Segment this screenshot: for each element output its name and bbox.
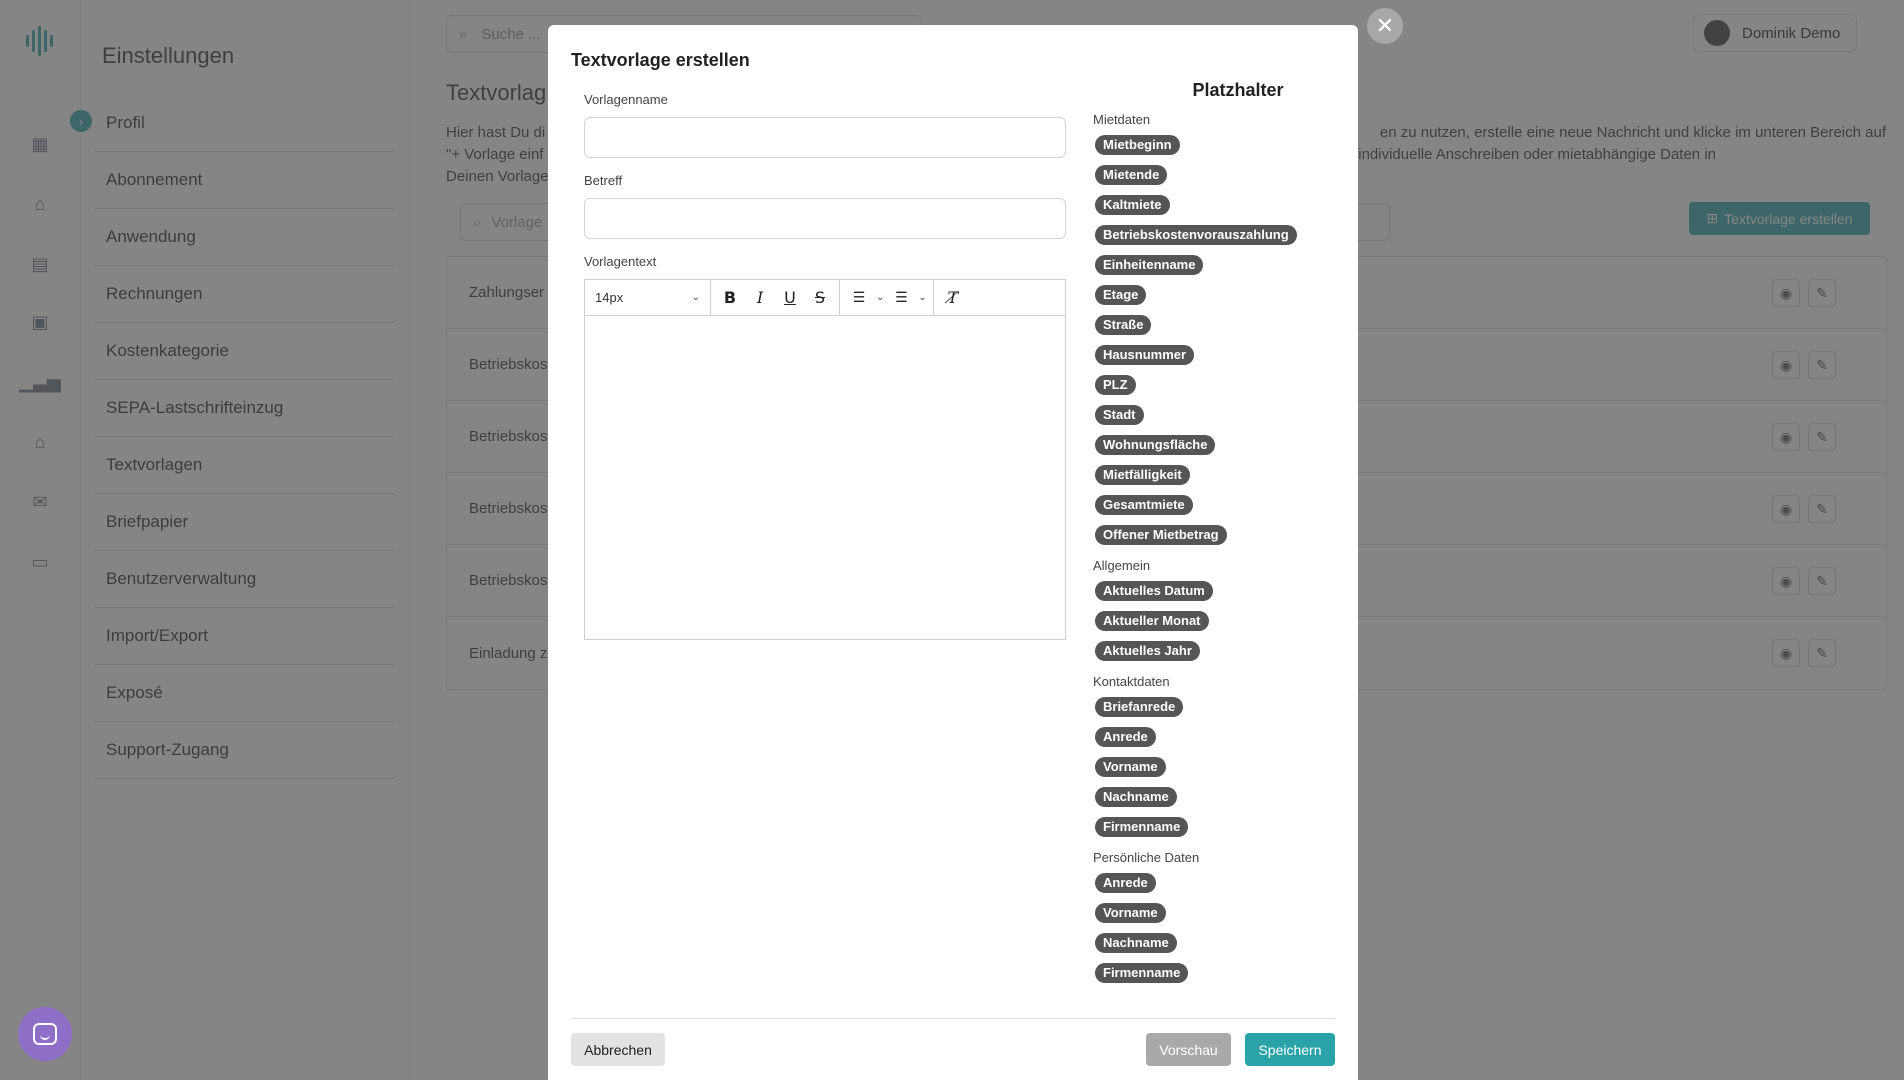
placeholder-chip[interactable]: Briefanrede — [1095, 697, 1183, 717]
placeholder-section-title: Mietdaten — [1093, 112, 1151, 127]
ordered-list-icon[interactable]: ☰ — [852, 289, 866, 306]
placeholder-chip[interactable]: Hausnummer — [1095, 345, 1194, 365]
placeholder-chip[interactable]: Mietfälligkeit — [1095, 465, 1190, 485]
chevron-down-icon[interactable]: ⌄ — [876, 292, 885, 303]
placeholder-list — [1093, 130, 1333, 550]
placeholder-chip[interactable]: Kaltmiete — [1095, 195, 1170, 215]
placeholder-chip[interactable]: Anrede — [1095, 727, 1156, 747]
chevron-down-icon[interactable]: ⌄ — [918, 292, 927, 303]
bullet-list-icon[interactable]: ☰ — [895, 289, 908, 306]
placeholder-list — [1093, 576, 1333, 666]
placeholder-chip[interactable]: Mietende — [1095, 165, 1167, 185]
placeholder-chip[interactable]: Mietbeginn — [1095, 135, 1180, 155]
placeholder-chip[interactable]: PLZ — [1095, 375, 1136, 395]
placeholder-section-title: Kontaktdaten — [1093, 674, 1170, 689]
clear-format-icon[interactable]: T̸ — [947, 288, 959, 307]
chat-launcher[interactable] — [18, 1007, 72, 1061]
placeholder-chip[interactable]: Firmenname — [1095, 963, 1188, 983]
editor-content[interactable] — [585, 316, 1065, 639]
chevron-down-icon: ⌄ — [691, 292, 700, 303]
placeholder-chip[interactable]: Offener Mietbetrag — [1095, 525, 1227, 545]
subject-label: Betreff — [584, 173, 623, 188]
placeholder-list — [1093, 692, 1333, 842]
modal-title: Textvorlage erstellen — [571, 50, 750, 70]
placeholder-chip[interactable]: Nachname — [1095, 933, 1177, 953]
strikethrough-icon[interactable]: S — [814, 288, 826, 307]
placeholders-panel — [1093, 110, 1333, 988]
placeholder-chip[interactable]: Stadt — [1095, 405, 1144, 425]
placeholder-chip[interactable]: Aktueller Monat — [1095, 611, 1209, 631]
preview-button[interactable]: Vorschau — [1146, 1033, 1231, 1066]
placeholder-section-title: Allgemein — [1093, 558, 1151, 573]
save-button[interactable]: Speichern — [1245, 1033, 1335, 1066]
format-group — [711, 280, 840, 316]
placeholder-chip[interactable]: Einheitenname — [1095, 255, 1203, 275]
placeholder-chip[interactable]: Etage — [1095, 285, 1146, 305]
subject-input[interactable] — [584, 198, 1066, 239]
underline-icon[interactable]: U — [784, 288, 796, 307]
placeholder-chip[interactable]: Vorname — [1095, 903, 1166, 923]
modal-footer-divider — [571, 1018, 1335, 1019]
placeholder-list — [1093, 868, 1333, 988]
list-group — [840, 280, 934, 316]
font-size-select[interactable] — [585, 280, 711, 316]
placeholders-title: Platzhalter — [1192, 80, 1284, 100]
editor-toolbar — [585, 280, 1065, 316]
placeholder-chip[interactable]: Aktuelles Datum — [1095, 581, 1213, 601]
template-name-label: Vorlagenname — [584, 92, 668, 107]
template-text-label: Vorlagentext — [584, 254, 657, 269]
italic-icon[interactable]: I — [756, 288, 764, 307]
rich-text-editor — [584, 279, 1066, 640]
chat-icon — [33, 1023, 57, 1045]
template-name-input[interactable] — [584, 117, 1066, 158]
placeholder-chip[interactable]: Firmenname — [1095, 817, 1188, 837]
close-icon[interactable]: ✕ — [1367, 8, 1403, 44]
bold-icon[interactable]: B — [723, 288, 737, 307]
placeholder-chip[interactable]: Straße — [1095, 315, 1151, 335]
font-size-value: 14px — [595, 290, 624, 305]
create-template-modal — [548, 25, 1358, 1080]
placeholder-chip[interactable]: Anrede — [1095, 873, 1156, 893]
cancel-button[interactable]: Abbrechen — [571, 1033, 665, 1066]
placeholder-chip[interactable]: Aktuelles Jahr — [1095, 641, 1200, 661]
placeholder-chip[interactable]: Wohnungsfläche — [1095, 435, 1215, 455]
placeholder-chip[interactable]: Nachname — [1095, 787, 1177, 807]
placeholder-chip[interactable]: Vorname — [1095, 757, 1166, 777]
placeholder-chip[interactable]: Betriebskostenvorauszahlung — [1095, 225, 1297, 245]
clear-group — [934, 280, 972, 316]
placeholder-section-title: Persönliche Daten — [1093, 850, 1200, 865]
placeholder-chip[interactable]: Gesamtmiete — [1095, 495, 1193, 515]
